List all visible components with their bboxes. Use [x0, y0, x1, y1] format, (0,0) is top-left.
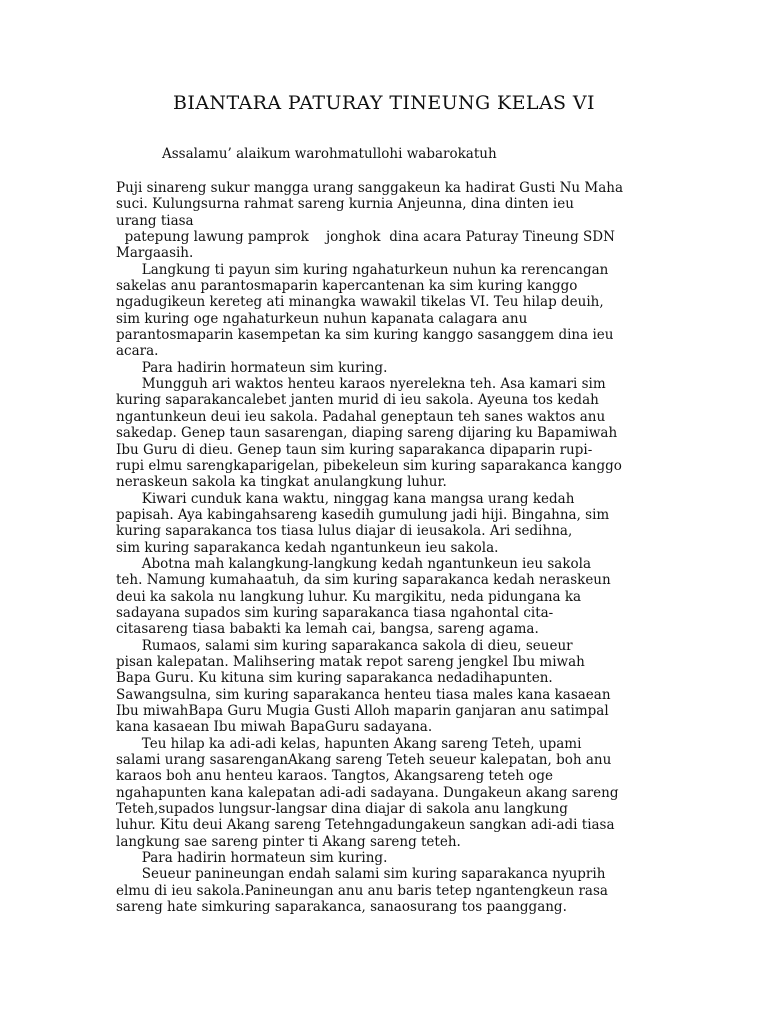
- body-line: sakelas anu parantosmaparin kapercantenan ka sim kuring kanggo: [116, 278, 578, 295]
- body-line: deui ka sakola nu langkung luhur. Ku margikitu, neda pidungana ka: [116, 588, 582, 605]
- body-line: sareng hate simkuring saparakanca, sanaosurang tos paanggang.: [116, 899, 567, 916]
- body-line: suci. Kulungsurna rahmat sareng kurnia Anjeunna, dina dinten ieu: [116, 196, 574, 213]
- body-line: langkung sae sareng pinter ti Akang sareng teteh.: [116, 833, 461, 850]
- body-line: parantosmaparin kasempetan ka sim kuring kanggo sasanggem dina ieu: [116, 327, 614, 344]
- body-line: ngadugikeun kereteg ati minangka wawakil tikelas VI. Teu hilap deuih,: [116, 294, 604, 311]
- body-line: kana kasaean Ibu miwah BapaGuru sadayana.: [116, 719, 433, 736]
- body-line: Teu hilap ka adi-adi kelas, hapunten Akang sareng Teteh, upami: [116, 735, 582, 752]
- body-line: sim kuring saparakanca kedah ngantunkeun ieu sakola.: [116, 539, 499, 556]
- document-title: BIANTARA PATURAY TINEUNG KELAS VI: [173, 92, 595, 114]
- body-line: elmu di ieu sakola.Panineungan anu anu baris tetep ngantengkeun rasa: [116, 882, 608, 899]
- body-line: pisan kalepatan. Malihsering matak repot sareng jengkel Ibu miwah: [116, 653, 585, 670]
- body-line: Sawangsulna, sim kuring saparakanca henteu tiasa males kana kasaean: [116, 686, 611, 703]
- body-line: Langkung ti payun sim kuring ngahaturkeun nuhun ka rerencangan: [116, 261, 609, 278]
- body-line: sakedap. Genep taun sasarengan, diaping sareng dijaring ku Bapamiwah: [116, 425, 618, 442]
- body-line: kuring saparakanca tos tiasa lulus diajar di ieusakola. Ari sedihna,: [116, 523, 573, 540]
- body-line: neraskeun sakola ka tingkat anulangkung luhur.: [116, 474, 447, 491]
- body-line: teh. Namung kumahaatuh, da sim kuring saparakanca kedah neraskeun: [116, 572, 611, 589]
- body-line: Margaasih.: [116, 245, 194, 262]
- body-line: sim kuring oge ngahaturkeun nuhun kapanata calagara anu: [116, 310, 528, 327]
- body-line: citasareng tiasa babakti ka lemah cai, bangsa, sareng agama.: [116, 621, 539, 638]
- body-line: patepung lawung pamprok jonghok dina acara Paturay Tineung SDN: [116, 229, 615, 246]
- body-line: kuring saparakancalebet janten murid di ieu sakola. Ayeuna tos kedah: [116, 392, 599, 409]
- body-line: Para hadirin hormateun sim kuring.: [116, 359, 388, 376]
- body-line: Bapa Guru. Ku kituna sim kuring saparakanca nedadihapunten.: [116, 670, 553, 687]
- body-line: urang tiasa: [116, 212, 194, 229]
- body-line: papisah. Aya kabingahsareng kasedih gumulung jadi hiji. Bingahna, sim: [116, 506, 610, 523]
- body-line: rupi elmu sarengkaparigelan, pibekeleun sim kuring saparakanca kanggo: [116, 457, 622, 474]
- body-line: Rumaos, salami sim kuring saparakanca sakola di dieu, seueur: [116, 637, 573, 654]
- body-line: karaos boh anu henteu karaos. Tangtos, Akangsareng teteh oge: [116, 768, 554, 785]
- body-line: Ibu Guru di dieu. Genep taun sim kuring saparakanca dipaparin rupi-: [116, 441, 593, 458]
- body-line: Puji sinareng sukur mangga urang sanggakeun ka hadirat Gusti Nu Maha: [116, 180, 624, 196]
- body-line: salami urang sasarenganAkang sareng Teteh seueur kalepatan, boh anu: [116, 752, 612, 769]
- body-line: Kiwari cunduk kana waktu, ninggag kana mangsa urang kedah: [116, 490, 575, 507]
- body-line: ngantunkeun deui ieu sakola. Padahal geneptaun teh sanes waktos anu: [116, 408, 606, 425]
- body-line: Abotna mah kalangkung-langkung kedah ngantunkeun ieu sakola: [116, 555, 592, 572]
- body-line: Para hadirin hormateun sim kuring.: [116, 850, 388, 867]
- speech-body: [116, 180, 656, 915]
- body-line: acara.: [116, 343, 159, 360]
- body-line: Ibu miwahBapa Guru Mugia Gusti Alloh maparin ganjaran anu satimpal: [116, 703, 609, 719]
- body-line: sadayana supados sim kuring saparakanca tiasa ngahontal cita-: [116, 604, 554, 621]
- body-line: Teteh,supados lungsur-langsar dina diajar di sakola anu langkung: [116, 801, 568, 818]
- body-line: luhur. Kitu deui Akang sareng Tetehngadungakeun sangkan adi-adi tiasa: [116, 817, 615, 834]
- body-line: Seueur panineungan endah salami sim kuring saparakanca nyuprih: [116, 866, 606, 883]
- opening-greeting: Assalamu’ alaikum warohmatullohi wabarokatuh: [162, 146, 497, 162]
- body-line: ngahapunten kana kalepatan adi-adi sadayana. Dungakeun akang sareng: [116, 784, 619, 801]
- body-line: Mungguh ari waktos henteu karaos nyerelekna teh. Asa kamari sim: [116, 376, 606, 393]
